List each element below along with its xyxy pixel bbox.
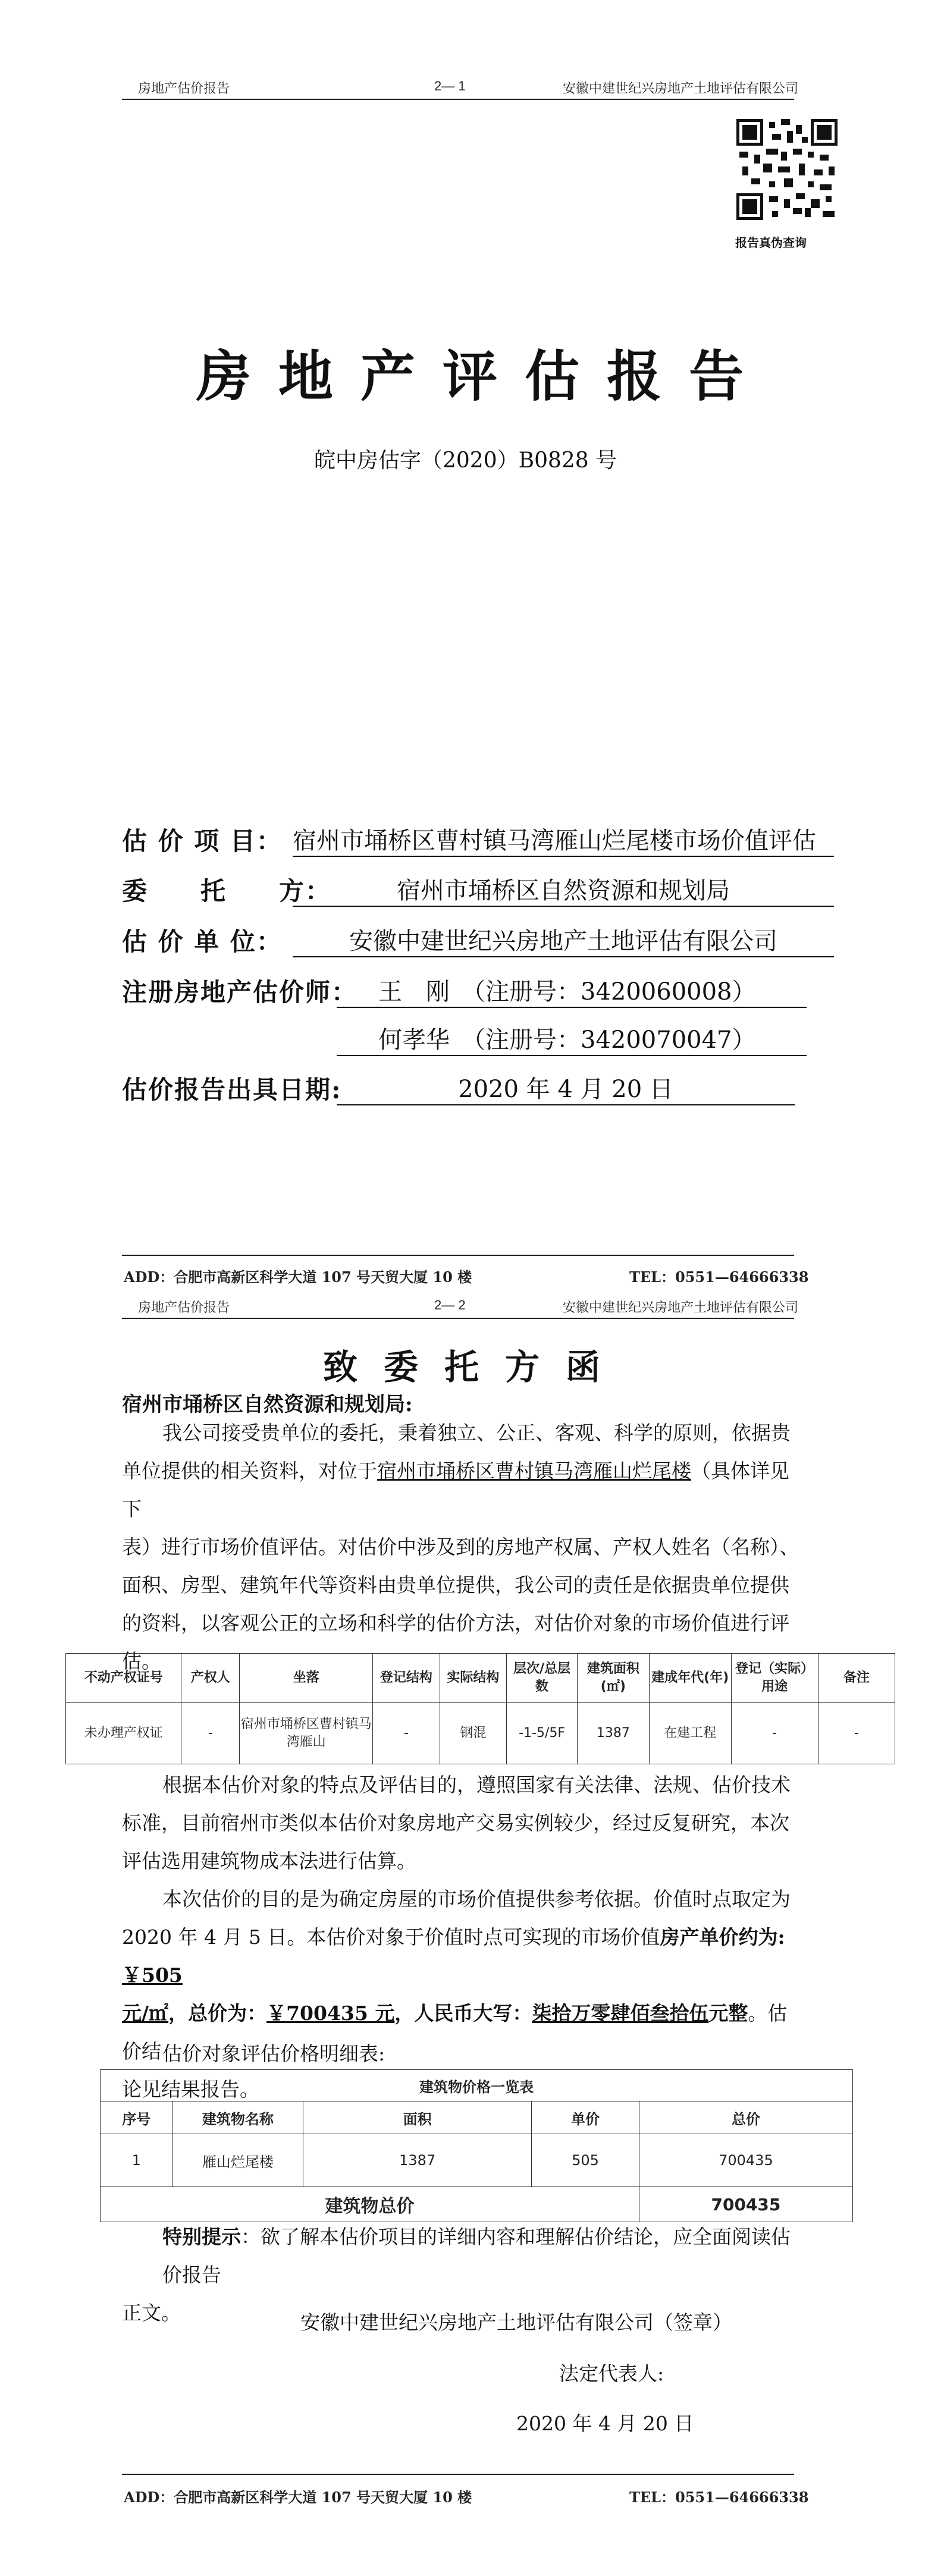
- header-rule: [122, 1318, 794, 1319]
- th-area: 面积: [303, 2101, 532, 2134]
- total-row-label: 建筑物总价: [101, 2187, 639, 2222]
- cell-year: 在建工程: [649, 1703, 731, 1764]
- para1-text: （具体详见下: [122, 1459, 789, 1521]
- th-reg-structure: 登记结构: [373, 1654, 440, 1703]
- special-line: [122, 2218, 800, 2294]
- report-title: 房地产评估报告: [196, 344, 771, 409]
- header-left: 房地产估价报告: [138, 81, 230, 96]
- total-price: ￥700435 元: [266, 2002, 395, 2025]
- para1-line: 表）进行市场价值评估。对估价中涉及到的房地产权属、产权人姓名（名称）、: [122, 1535, 799, 1559]
- para3-line: 论见结果报告。: [122, 2078, 259, 2101]
- client-label: 委 托 方：: [122, 877, 332, 906]
- signature-company: 安徽中建世纪兴房地产土地评估有限公司（签章）: [300, 2311, 732, 2334]
- cell-usage: -: [731, 1703, 818, 1764]
- cell-area: 1387: [303, 2134, 532, 2187]
- total-row-value: 700435: [639, 2187, 852, 2222]
- appraiser-label: 注册房地产估价师：: [122, 978, 358, 1007]
- appraiser-2: 何孝华 （注册号：3420070047）: [337, 1021, 807, 1056]
- header-rule: [122, 99, 794, 100]
- client-value: 宿州市埇桥区自然资源和规划局: [293, 872, 834, 907]
- unit-label: 估 价 单 位：: [122, 927, 283, 956]
- table-row: [101, 2134, 853, 2187]
- header-page-number: 2— 1: [434, 78, 466, 93]
- para3-line: [122, 1918, 800, 1994]
- footer-rule: [122, 2474, 794, 2475]
- para1-line: 我公司接受贵单位的委托，秉着独立、公正、客观、科学的原则，依据贵: [162, 1421, 791, 1444]
- para2-line: 根据本估价对象的特点及评估目的，遵照国家有关法律、法规、估价技术: [162, 1773, 791, 1796]
- header-left: 房地产估价报告: [138, 1300, 230, 1315]
- signature-date: 2020 年 4 月 20 日: [516, 2412, 694, 2435]
- date-value: 2020 年 4 月 20 日: [337, 1070, 795, 1105]
- th-unit-price: 单价: [532, 2101, 639, 2134]
- para3-text: 2020 年 4 月 5 日。本估价对象于价值时点可实现的市场价值: [122, 1925, 660, 1949]
- footer-rule: [122, 1255, 794, 1256]
- unit-price: ￥505: [122, 1964, 183, 1987]
- addressee: 宿州市埇桥区自然资源和规划局:: [122, 1393, 413, 1416]
- footer-address: ADD：合肥市高新区科学大道 107 号天贸大厦 10 楼: [124, 1268, 472, 1286]
- th-year: 建成年代(年): [649, 1654, 731, 1703]
- cell-total: 700435: [639, 2134, 852, 2187]
- cell-building-name: 雁山烂尾楼: [173, 2134, 303, 2187]
- cell-location: 宿州市埇桥区曹村镇马湾雁山: [240, 1703, 373, 1764]
- unit-value: 安徽中建世纪兴房地产土地评估有限公司: [293, 922, 834, 957]
- cell-actual-structure: 钢混: [440, 1703, 506, 1764]
- footer-address: ADD：合肥市高新区科学大道 107 号天贸大厦 10 楼: [124, 2489, 472, 2506]
- special-label: 特别提示: [162, 2225, 241, 2248]
- unit-price-label: 房产单价约为:: [660, 1925, 785, 1949]
- property-table-header: [66, 1654, 895, 1703]
- price-table-header: [101, 2101, 853, 2134]
- paragraph-1: [122, 1414, 800, 1680]
- th-cert: 不动产权证号: [66, 1654, 181, 1703]
- total-label: ，总价为：: [168, 2002, 267, 2025]
- header-right: 安徽中建世纪兴房地产土地评估有限公司: [563, 81, 799, 96]
- para1-text: 单位提供的相关资料，对位于: [122, 1459, 377, 1482]
- report-number: 皖中房估字（2020）B0828 号: [314, 448, 617, 473]
- cell-floors: -1-5/5F: [507, 1703, 578, 1764]
- para1-line: 的资料，以客观公正的立场和科学的估价方法，对估价对象的市场价值进行评: [122, 1611, 789, 1635]
- cell-remarks: -: [818, 1703, 895, 1764]
- th-remarks: 备注: [818, 1654, 895, 1703]
- cell-index: 1: [101, 2134, 173, 2187]
- total-row: [101, 2187, 853, 2222]
- yuan-zheng: 元整: [708, 2002, 748, 2025]
- date-label: 估价报告出具日期:: [122, 1075, 342, 1104]
- para2-line: 评估选用建筑物成本法进行估算。: [122, 1849, 416, 1873]
- project-value: 宿州市埇桥区曹村镇马湾雁山烂尾楼市场价值评估: [293, 822, 834, 857]
- th-total: 总价: [639, 2101, 852, 2134]
- price-table: [100, 2069, 853, 2222]
- unit-price-unit: 元/㎡: [122, 2002, 169, 2025]
- cell-cert: 未办理产权证: [66, 1703, 181, 1764]
- cell-area: 1387: [577, 1703, 649, 1764]
- th-actual-structure: 实际结构: [440, 1654, 506, 1703]
- footer-tel: TEL：0551—64666338: [629, 2489, 809, 2506]
- legal-representative: 法定代表人:: [559, 2362, 664, 2385]
- para3-text: 。估价结: [122, 2002, 788, 2063]
- footer-tel: TEL：0551—64666338: [629, 1268, 809, 1286]
- para1-line: 估。: [122, 1650, 161, 1673]
- th-owner: 产权人: [181, 1654, 240, 1703]
- th-building-name: 建筑物名称: [173, 2101, 303, 2134]
- qr-code-icon: [736, 119, 838, 220]
- price-table-caption: 建筑物价格一览表: [101, 2070, 853, 2101]
- property-location: 宿州市埇桥区曹村镇马湾雁山烂尾楼: [377, 1459, 691, 1482]
- paragraph-2: [122, 1766, 800, 1880]
- para1-line: [122, 1452, 800, 1528]
- cell-owner: -: [181, 1703, 240, 1764]
- table-row: [66, 1703, 895, 1764]
- detail-intro: 估价对象评估价格明细表:: [162, 2042, 385, 2065]
- total-in-words: 柒拾万零肆佰叁拾伍: [532, 2002, 709, 2025]
- header-right: 安徽中建世纪兴房地产土地评估有限公司: [563, 1300, 799, 1315]
- appraiser-1: 王 刚 （注册号：3420060008）: [337, 973, 807, 1008]
- header-page-number: 2— 2: [434, 1298, 466, 1312]
- th-usage: 登记（实际）用途: [731, 1654, 818, 1703]
- letter-title: 致委托方函: [323, 1347, 627, 1387]
- project-label: 估 价 项 目：: [122, 827, 283, 856]
- th-floors: 层次/总层数: [507, 1654, 578, 1703]
- para2-line: 标准，目前宿州市类似本估价对象房地产交易实例较少，经过反复研究，本次: [122, 1811, 789, 1834]
- para3-line: 本次估价的目的是为确定房屋的市场价值提供参考依据。价值时点取定为: [162, 1887, 791, 1911]
- cell-unit-price: 505: [532, 2134, 639, 2187]
- th-location: 坐落: [240, 1654, 373, 1703]
- property-table: [65, 1653, 895, 1764]
- qr-caption: 报告真伪查询: [735, 235, 807, 250]
- cell-reg-structure: -: [373, 1703, 440, 1764]
- special-text: ：欲了解本估价项目的详细内容和理解估价结论，应全面阅读估价报告: [162, 2225, 791, 2286]
- para1-line: 面积、房型、建筑年代等资料由贵单位提供，我公司的责任是依据贵单位提供: [122, 1573, 789, 1597]
- special-line: 正文。: [122, 2301, 181, 2324]
- th-index: 序号: [101, 2101, 173, 2134]
- rmb-label: ，人民币大写：: [394, 2002, 532, 2025]
- th-area: 建筑面积(㎡): [577, 1654, 649, 1703]
